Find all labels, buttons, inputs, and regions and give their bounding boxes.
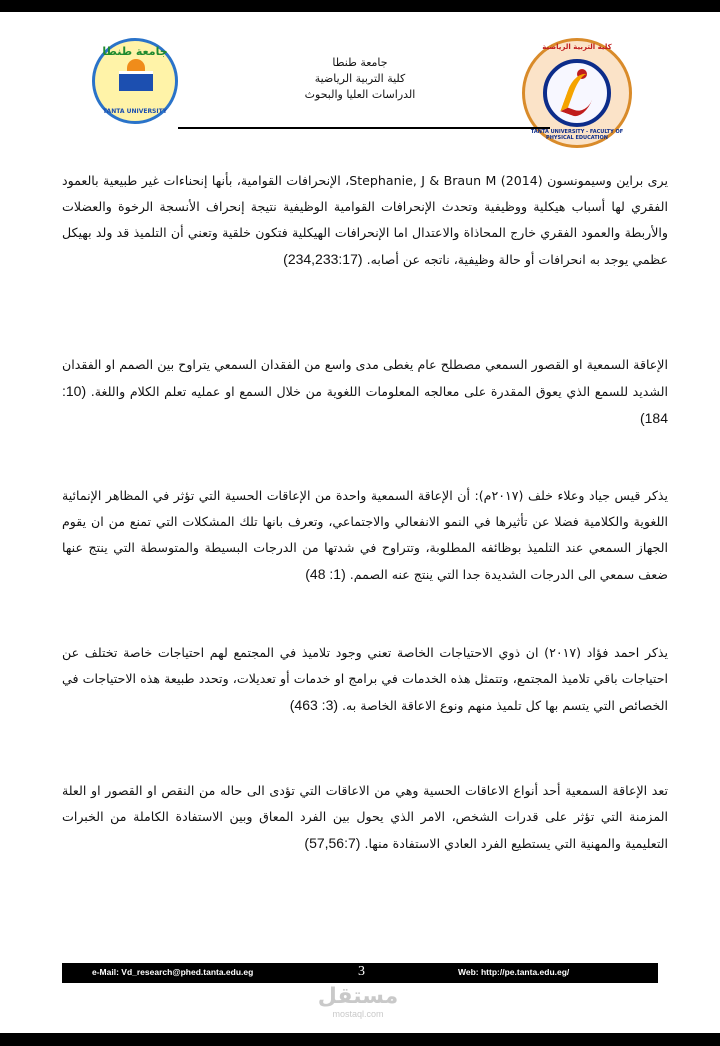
department-name: الدراسات العليا والبحوث — [304, 88, 416, 101]
tanta-logo-english: TANTA UNIVERSITY — [102, 108, 168, 115]
footer-website: Web: http://pe.tanta.edu.eg/ — [458, 967, 570, 977]
page-number: 3 — [358, 964, 365, 979]
faculty-logo-emblem — [543, 59, 611, 127]
faculty-name: كلية التربية الرياضية — [314, 72, 406, 85]
paragraph-2 — [62, 352, 668, 432]
header-text-block — [260, 55, 460, 103]
book-icon — [119, 71, 153, 91]
citation: (57,56:7) — [304, 835, 361, 851]
top-black-bar — [0, 0, 720, 12]
paragraph-4 — [62, 640, 668, 719]
paragraph-3 — [62, 483, 668, 588]
faculty-logo-arabic: كلية التربية الرياضية — [542, 43, 612, 51]
paragraph-text: الإعاقة السمعية او القصور السمعي مصطلح عام يغطى مدى واسع من الفقدان السمعي يتراوح بين الصمم او الفقدان الشديد للسمع الذي يعوق المقدرة على معالجه المعلومات اللغوية من خلال السمع او عمليه تعلم الكلام واللغة. — [62, 357, 668, 399]
faculty-logo-english: TANTA UNIVERSITY - FACULTY OF PHYSICAL EDUCATION — [530, 129, 624, 141]
paragraph-text: يذكر قيس جياد وعلاء خلف (٢٠١٧م): أن الإعاقة السمعية واحدة من الإعاقات الحسية التي تؤثر في المظاهر الإنمائية اللغوية والكلامية فضلا عن تأثيرها في النمو الانفعالي والاجتماعي، وتعرف بانها تلك المشكلات التي تمنع من ان يقوم الجهاز السمعي عند التلميذ بوظائفه المطلوبة، وتتراوح في شدتها من الدرجات البسيطة والمتوسطة التي ينتج عنها ضعف سمعي الى الدرجات الشديدة جدا التي ينتج عنه الصمم. — [62, 488, 669, 582]
footer-email: e-Mail: Vd_research@phed.tanta.edu.eg — [92, 967, 254, 977]
faculty-logo — [522, 38, 632, 148]
sun-icon — [127, 59, 145, 71]
paragraph-text: يرى براين وسيمونسون (2014) Stephanie, J & Braun M، الإنحرافات القوامية، بأنها إنحناءات غير طبيعية بالعمود الفقري لها أسباب هيكلية ووظيفية وتحدث الإنحرافات القوامية الوظيفية نتيجة إنحراف الأنسجة الرخوة والعضلات والأربطة والعمود الفقري خارج المحاذاة والاعتدال اما الإنحرافات الهيكلية فتكون خلقية وتعني أن التلميذ قد ولد بهيكل عظمي يوجد به انحرافات أو حالة وظيفية، ناتجه عن أصابه. — [62, 173, 668, 267]
paragraph-5 — [62, 778, 668, 857]
tanta-logo-arabic: جامعة طنطا — [102, 45, 168, 58]
watermark-arabic: مستقل — [317, 984, 399, 1009]
citation: (10: 184) — [62, 383, 668, 426]
bottom-black-bar — [0, 1033, 720, 1046]
athlete-figure-icon — [560, 70, 599, 120]
header-divider — [178, 127, 550, 129]
paragraph-1 — [62, 168, 668, 273]
citation: (1: 48) — [305, 566, 346, 582]
paragraph-text: تعد الإعاقة السمعية أحد أنواع الاعاقات الحسية وهي من الاعاقات التي تؤدى الى حاله من النقص او القصور او العلة المزمنة التي تؤثر على قدرات الشخص، الامر الذي يحول بين الفرد المعاق وبين الاستفادة الكاملة من الخبرات التعليمية والمهنية التي يستطيع الفرد العادي الاستفادة منها. — [62, 783, 668, 851]
page-footer — [62, 963, 658, 983]
tanta-university-logo — [92, 38, 178, 124]
citation: (3: 463) — [289, 697, 339, 713]
paragraph-text: يذكر احمد فؤاد (٢٠١٧) ان ذوي الاحتياجات الخاصة تعني وجود تلاميذ في المجتمع لهم احتياجات خاصة تختلف عن احتياجات باقي تلاميذ المجتمع، وتتمثل هذه الخدمات في برامج او خدمات أو تعديلات، وتحدد طبيعة هذه الاحتياجات في الخصائص التي يتسم بها كل تلميذ منهم ونوع الاعاقة الخاصة به. — [62, 645, 669, 713]
university-name: جامعة طنطا — [332, 56, 388, 69]
citation: (234,233:17) — [283, 251, 363, 267]
mostaql-watermark — [310, 985, 406, 1019]
watermark-latin: mostaql.com — [332, 1009, 384, 1019]
